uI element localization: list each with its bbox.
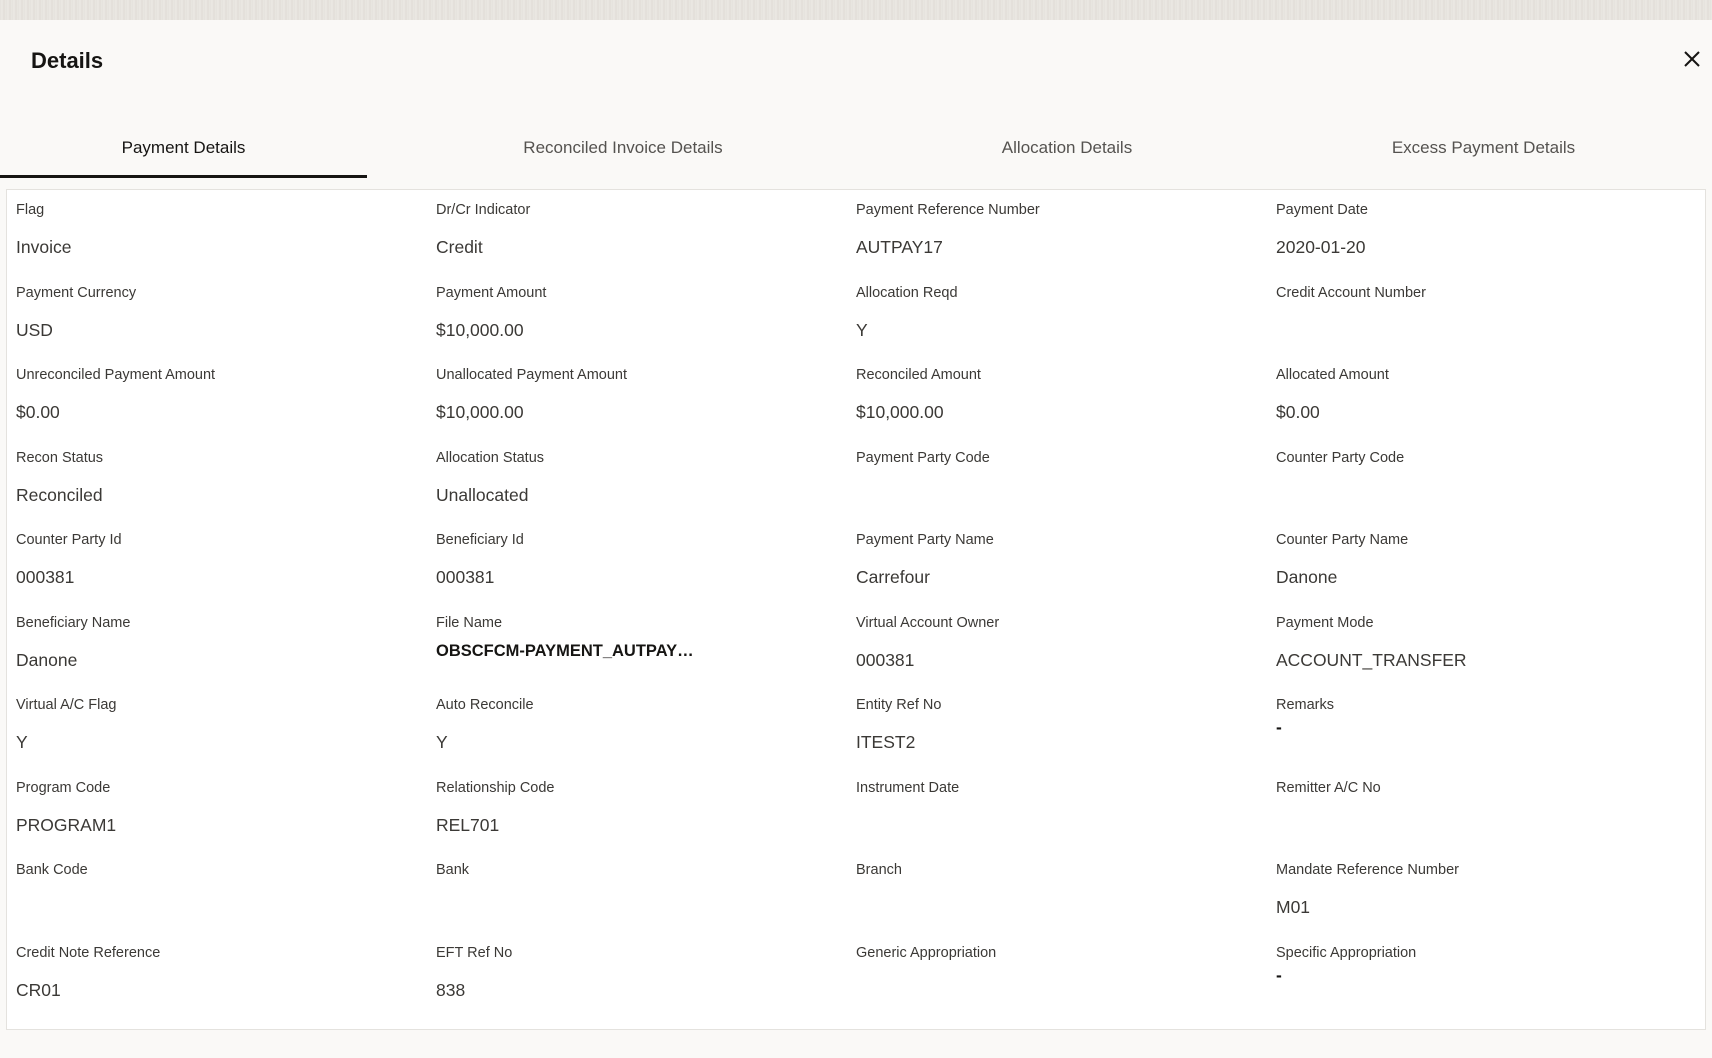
field-label: Recon Status xyxy=(16,449,104,466)
detail-field xyxy=(856,609,1276,692)
detail-field xyxy=(16,609,436,692)
detail-field xyxy=(436,691,856,774)
detail-field xyxy=(1276,856,1696,939)
detail-field xyxy=(16,774,436,857)
field-value: $10,000.00 xyxy=(856,402,944,422)
detail-field xyxy=(856,196,1276,279)
detail-field xyxy=(856,939,1276,1022)
field-label: Unallocated Payment Amount xyxy=(436,367,628,383)
detail-field xyxy=(16,361,436,444)
detail-field xyxy=(436,609,856,692)
field-label: Auto Reconcile xyxy=(436,697,534,713)
field-value: Invoice xyxy=(16,237,72,257)
field-label: Virtual Account Owner xyxy=(856,614,1000,631)
field-value: ITEST2 xyxy=(856,732,916,752)
field-value: - xyxy=(1276,717,1282,737)
field-label: Virtual A/C Flag xyxy=(16,697,117,713)
field-value: OBSCFCM-PAYMENT_AUTPAY… xyxy=(436,641,694,660)
field-value: $0.00 xyxy=(1276,402,1320,422)
field-label: Payment Reference Number xyxy=(856,202,1040,218)
field-label: Allocation Status xyxy=(436,449,545,466)
field-value: - xyxy=(1276,964,1282,985)
field-value: Carrefour xyxy=(856,567,930,587)
field-value: USD xyxy=(16,319,53,340)
field-value: PROGRAM1 xyxy=(16,814,117,835)
detail-field xyxy=(1276,444,1696,527)
payment-details-panel xyxy=(6,189,1706,1030)
tab-payment-details[interactable]: Payment Details xyxy=(0,120,367,178)
field-value: Credit xyxy=(436,237,483,257)
close-icon xyxy=(1681,48,1703,70)
field-label: Generic Appropriation xyxy=(856,944,997,961)
field-label: Payment Party Name xyxy=(856,532,994,548)
detail-field xyxy=(436,361,856,444)
field-value: Danone xyxy=(1276,567,1338,587)
detail-field xyxy=(1276,774,1696,857)
detail-field xyxy=(856,361,1276,444)
tab-bar xyxy=(0,120,1712,180)
field-label: Dr/Cr Indicator xyxy=(436,202,531,218)
field-value: CR01 xyxy=(16,979,61,1000)
field-value: M01 xyxy=(1276,897,1311,917)
field-label: Payment Currency xyxy=(16,284,137,301)
detail-field xyxy=(1276,361,1696,444)
detail-field xyxy=(16,939,436,1022)
field-grid xyxy=(16,196,1696,1021)
field-label: Mandate Reference Number xyxy=(1276,862,1459,878)
field-label: Allocation Reqd xyxy=(856,284,958,301)
field-label: EFT Ref No xyxy=(436,944,513,961)
close-button[interactable] xyxy=(1681,48,1711,78)
field-value: Y xyxy=(16,732,28,752)
field-value: 000381 xyxy=(436,567,495,587)
field-label: Counter Party Id xyxy=(16,532,122,548)
field-value: $10,000.00 xyxy=(436,319,524,340)
detail-field xyxy=(856,526,1276,609)
field-value: Y xyxy=(436,732,448,752)
field-label: Remarks xyxy=(1276,697,1335,713)
detail-field xyxy=(1276,609,1696,692)
detail-field xyxy=(1276,526,1696,609)
field-value: Y xyxy=(856,319,868,340)
detail-field xyxy=(856,774,1276,857)
field-label: Payment Date xyxy=(1276,202,1368,218)
field-label: Program Code xyxy=(16,779,111,796)
detail-field xyxy=(16,526,436,609)
field-value: 838 xyxy=(436,979,466,1000)
field-value: AUTPAY17 xyxy=(856,237,943,257)
detail-field xyxy=(16,856,436,939)
detail-field xyxy=(856,279,1276,362)
detail-field xyxy=(16,279,436,362)
field-label: Relationship Code xyxy=(436,779,555,796)
field-label: Counter Party Code xyxy=(1276,449,1405,466)
field-label: Credit Note Reference xyxy=(16,944,161,961)
details-dialog xyxy=(0,20,1712,1058)
field-value: Unallocated xyxy=(436,484,529,505)
detail-field xyxy=(436,526,856,609)
field-label: Reconciled Amount xyxy=(856,367,981,383)
field-label: Credit Account Number xyxy=(1276,284,1426,301)
detail-field xyxy=(856,856,1276,939)
field-label: Payment Mode xyxy=(1276,614,1374,631)
field-label: Unreconciled Payment Amount xyxy=(16,367,216,383)
detail-field xyxy=(1276,939,1696,1022)
detail-field xyxy=(1276,691,1696,774)
detail-field xyxy=(16,444,436,527)
field-value: Danone xyxy=(16,649,78,670)
field-label: Beneficiary Name xyxy=(16,614,131,631)
detail-field xyxy=(856,691,1276,774)
field-label: Bank xyxy=(436,862,470,878)
field-label: Specific Appropriation xyxy=(1276,944,1417,961)
field-label: Beneficiary Id xyxy=(436,532,524,548)
tab-allocation-details[interactable]: Allocation Details xyxy=(1001,137,1133,157)
detail-field xyxy=(436,774,856,857)
field-label: Payment Party Code xyxy=(856,449,990,466)
detail-field xyxy=(856,444,1276,527)
tab-excess-payment-details[interactable]: Excess Payment Details xyxy=(1391,137,1576,157)
dialog-title: Details xyxy=(31,48,104,73)
field-label: Instrument Date xyxy=(856,779,960,796)
field-value: $10,000.00 xyxy=(436,402,524,422)
detail-field xyxy=(16,691,436,774)
detail-field xyxy=(436,856,856,939)
detail-field xyxy=(436,444,856,527)
tab-reconciled-invoice-details[interactable]: Reconciled Invoice Details xyxy=(523,137,723,157)
field-label: Entity Ref No xyxy=(856,697,942,713)
field-label: Remitter A/C No xyxy=(1276,779,1381,796)
detail-field xyxy=(1276,279,1696,362)
field-value: 2020-01-20 xyxy=(1276,237,1366,257)
detail-field xyxy=(436,279,856,362)
detail-field xyxy=(436,196,856,279)
field-label: Payment Amount xyxy=(436,284,547,301)
field-label: Flag xyxy=(16,202,45,218)
field-label: Bank Code xyxy=(16,862,88,878)
field-label: File Name xyxy=(436,614,503,631)
background-strip xyxy=(0,0,1712,20)
field-label: Branch xyxy=(856,862,902,878)
field-value: ACCOUNT_TRANSFER xyxy=(1276,649,1467,670)
detail-field xyxy=(436,939,856,1022)
field-label: Allocated Amount xyxy=(1276,367,1389,383)
field-value: Reconciled xyxy=(16,484,103,505)
detail-field xyxy=(16,196,436,279)
field-value: REL701 xyxy=(436,814,500,835)
field-value: $0.00 xyxy=(16,402,60,422)
field-value: 000381 xyxy=(856,649,915,670)
detail-field xyxy=(1276,196,1696,279)
field-label: Counter Party Name xyxy=(1276,532,1409,548)
field-value: 000381 xyxy=(16,567,75,587)
